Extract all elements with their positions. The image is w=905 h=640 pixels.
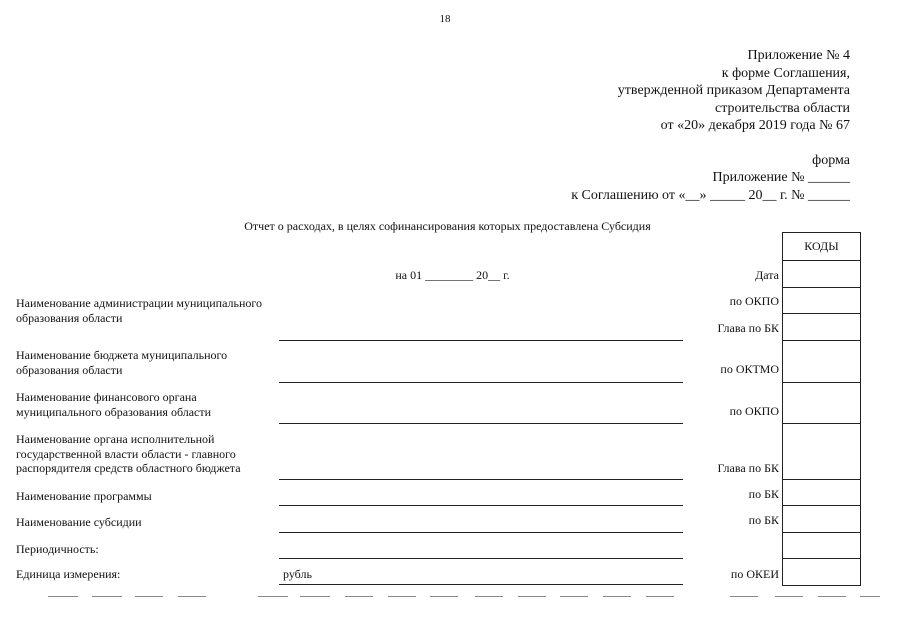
report-date: на 01 ________ 20__ г.: [395, 268, 510, 282]
appendix-line-5: от «20» декабря 2019 года № 67: [660, 118, 850, 133]
admin-name-label: Наименование администрации муниципального образования области: [16, 296, 262, 325]
appendix-line-3: утвержденной приказом Департамента: [617, 83, 850, 98]
code-label-date: Дата: [755, 268, 779, 282]
code-label-bk-2: по БК: [748, 513, 779, 527]
bottom-edge-mark: [860, 596, 880, 597]
bottom-edge-mark: [646, 596, 674, 597]
program-label: Наименование программы: [16, 489, 152, 503]
periodicity-label: Периодичность:: [16, 542, 99, 556]
bottom-edge-mark: [300, 596, 330, 597]
admin-name-line[interactable]: [279, 340, 683, 341]
code-cell-bk-2[interactable]: [783, 506, 860, 533]
unit-label: Единица измерения:: [16, 567, 121, 581]
code-cell-glava-bk-2[interactable]: [783, 424, 860, 480]
code-cell-glava-bk-1[interactable]: [783, 314, 860, 341]
codes-table: [782, 232, 861, 586]
bottom-edge-mark: [258, 596, 288, 597]
forma-label: форма: [812, 153, 850, 168]
bottom-edge-mark: [818, 596, 846, 597]
appendix-number: Приложение № ______: [712, 170, 850, 185]
bottom-edge-mark: [135, 596, 163, 597]
code-cell-okpo-2[interactable]: [783, 383, 860, 424]
bottom-edge-mark: [388, 596, 416, 597]
appendix-line-4: строительства области: [715, 101, 850, 116]
codes-header: КОДЫ: [783, 233, 860, 261]
code-cell-okei[interactable]: [783, 559, 860, 586]
bottom-edge-mark: [775, 596, 803, 597]
periodicity-line[interactable]: [279, 558, 683, 559]
code-cell-bk-1[interactable]: [783, 480, 860, 506]
bottom-edge-mark: [603, 596, 631, 597]
code-cell-periodicity[interactable]: [783, 533, 860, 559]
unit-value: рубль: [283, 567, 312, 581]
bottom-edge-mark: [178, 596, 206, 597]
code-label-okpo-1: по ОКПО: [729, 294, 779, 308]
report-title: [0, 219, 905, 234]
bottom-edge-mark: [560, 596, 588, 597]
code-cell-oktmo[interactable]: [783, 341, 860, 383]
program-line[interactable]: [279, 505, 683, 506]
budget-name-line[interactable]: [279, 382, 683, 383]
code-label-okei: по ОКЕИ: [730, 567, 779, 581]
unit-line: [279, 584, 683, 585]
subsidy-line[interactable]: [279, 532, 683, 533]
code-label-glava-bk-1: Глава по БК: [717, 321, 779, 335]
appendix-line-2: к форме Соглашения,: [721, 66, 850, 81]
executive-body-line[interactable]: [279, 479, 683, 480]
bottom-edge-mark: [730, 596, 758, 597]
code-label-okpo-2: по ОКПО: [729, 404, 779, 418]
bottom-edge-mark: [345, 596, 373, 597]
bottom-edge-mark: [92, 596, 122, 597]
code-label-bk-1: по БК: [748, 487, 779, 501]
bottom-edge-mark: [475, 596, 503, 597]
finance-body-line[interactable]: [279, 423, 683, 424]
finance-body-label: Наименование финансового органа муниципального образования области: [16, 390, 212, 419]
bottom-edge-mark: [48, 596, 78, 597]
appendix-line-1: Приложение № 4: [747, 48, 850, 63]
code-label-glava-bk-2: Глава по БК: [717, 461, 779, 475]
code-cell-okpo-1[interactable]: [783, 288, 860, 314]
report-title-text: Отчет о расходах, в целях софинансирования которых предоставлена Субсидия: [244, 219, 651, 233]
agreement-reference: к Соглашению от «__» _____ 20__ г. № ______: [571, 188, 850, 203]
executive-body-label: Наименование органа исполнительной государственной власти области - главного распорядителя средств областного бюджета: [16, 432, 241, 475]
bottom-edge-mark: [518, 596, 546, 597]
budget-name-label: Наименование бюджета муниципального образования области: [16, 348, 228, 377]
bottom-edge-mark: [430, 596, 458, 597]
page-number: 18: [439, 13, 451, 25]
subsidy-label: Наименование субсидии: [16, 515, 142, 529]
code-label-oktmo: по ОКТМО: [720, 362, 779, 376]
code-cell-date[interactable]: [783, 261, 860, 288]
